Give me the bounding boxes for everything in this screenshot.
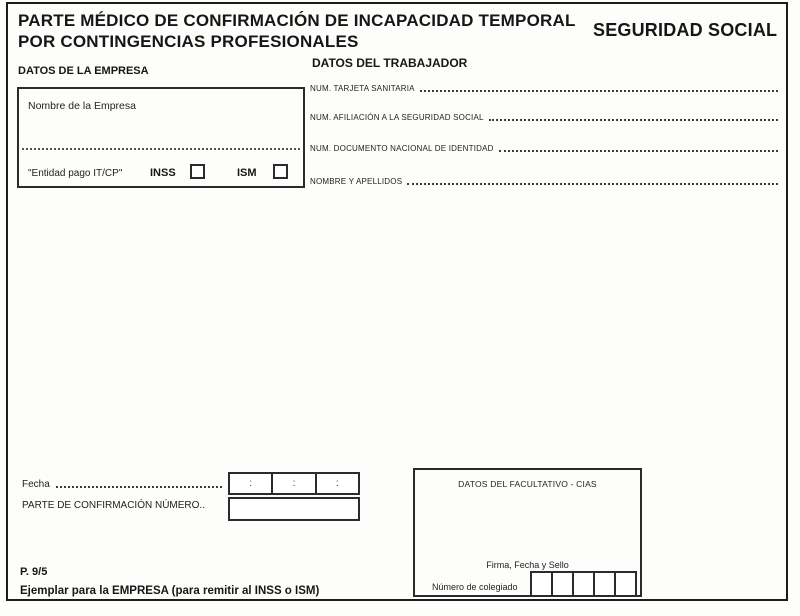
facultativo-box <box>413 468 642 597</box>
inss-label: INSS <box>150 167 176 179</box>
field-num-afiliacion[interactable] <box>310 113 778 122</box>
colegiado-digit-cell[interactable] <box>614 573 635 595</box>
fecha-row <box>22 479 224 490</box>
field-num-dni[interactable] <box>310 144 778 153</box>
field-label: NOMBRE Y APELLIDOS <box>310 177 403 186</box>
parte-confirmacion-input-box[interactable] <box>228 497 360 521</box>
fecha-day-cell[interactable]: : <box>249 478 253 489</box>
colegiado-digit-cell[interactable] <box>532 573 551 595</box>
dotted-fill-line[interactable] <box>420 90 778 92</box>
form-title <box>18 10 578 52</box>
form-title-line2: POR CONTINGENCIAS PROFESIONALES <box>18 32 359 51</box>
dotted-fill-line[interactable] <box>499 150 778 152</box>
empresa-box <box>17 87 305 188</box>
dotted-fill-line[interactable] <box>407 183 778 185</box>
numero-colegiado-label: Número de colegiado <box>432 582 518 592</box>
entidad-pago-label: "Entidad pago IT/CP" <box>28 168 123 179</box>
empresa-divider <box>22 148 300 150</box>
page-code: P. 9/5 <box>20 566 48 578</box>
dotted-fill-line[interactable] <box>56 486 222 488</box>
field-label: NUM. AFILIACIÓN A LA SEGURIDAD SOCIAL <box>310 113 484 122</box>
empresa-section-title: DATOS DE LA EMPRESA <box>18 65 149 77</box>
fecha-year-cell[interactable]: : <box>315 474 358 493</box>
empresa-nombre-label: Nombre de la Empresa <box>28 100 136 112</box>
trabajador-section-title: DATOS DEL TRABAJADOR <box>312 56 468 70</box>
field-label: NUM. DOCUMENTO NACIONAL DE IDENTIDAD <box>310 144 494 153</box>
ism-checkbox[interactable] <box>273 164 288 179</box>
fecha-month-cell[interactable]: : <box>271 474 314 493</box>
colegiado-digit-cell[interactable] <box>551 573 572 595</box>
entidad-pago-row <box>19 162 303 184</box>
inss-checkbox[interactable] <box>190 164 205 179</box>
numero-colegiado-input-cells[interactable] <box>530 571 637 597</box>
facultativo-box-title: DATOS DEL FACULTATIVO - CIAS <box>458 479 597 489</box>
form-title-line1: PARTE MÉDICO DE CONFIRMACIÓN DE INCAPACIDAD TEMPORAL <box>18 11 576 30</box>
parte-confirmacion-label: PARTE DE CONFIRMACIÓN NÚMERO.. <box>22 500 205 511</box>
firma-fecha-sello-label: Firma, Fecha y Sello <box>486 560 569 570</box>
field-nombre-apellidos[interactable] <box>310 177 778 186</box>
dotted-fill-line[interactable] <box>489 119 778 121</box>
field-label: NUM. TARJETA SANITARIA <box>310 84 415 93</box>
colegiado-digit-cell[interactable] <box>572 573 593 595</box>
colegiado-digit-cell[interactable] <box>593 573 614 595</box>
field-num-tarjeta-sanitaria[interactable] <box>310 84 778 93</box>
copy-note: Ejemplar para la EMPRESA (para remitir al INSS o ISM) <box>20 585 320 597</box>
org-title: SEGURIDAD SOCIAL <box>593 20 778 40</box>
fecha-input-box[interactable] <box>228 472 360 495</box>
ism-label: ISM <box>237 167 257 179</box>
fecha-label: Fecha <box>22 479 50 490</box>
